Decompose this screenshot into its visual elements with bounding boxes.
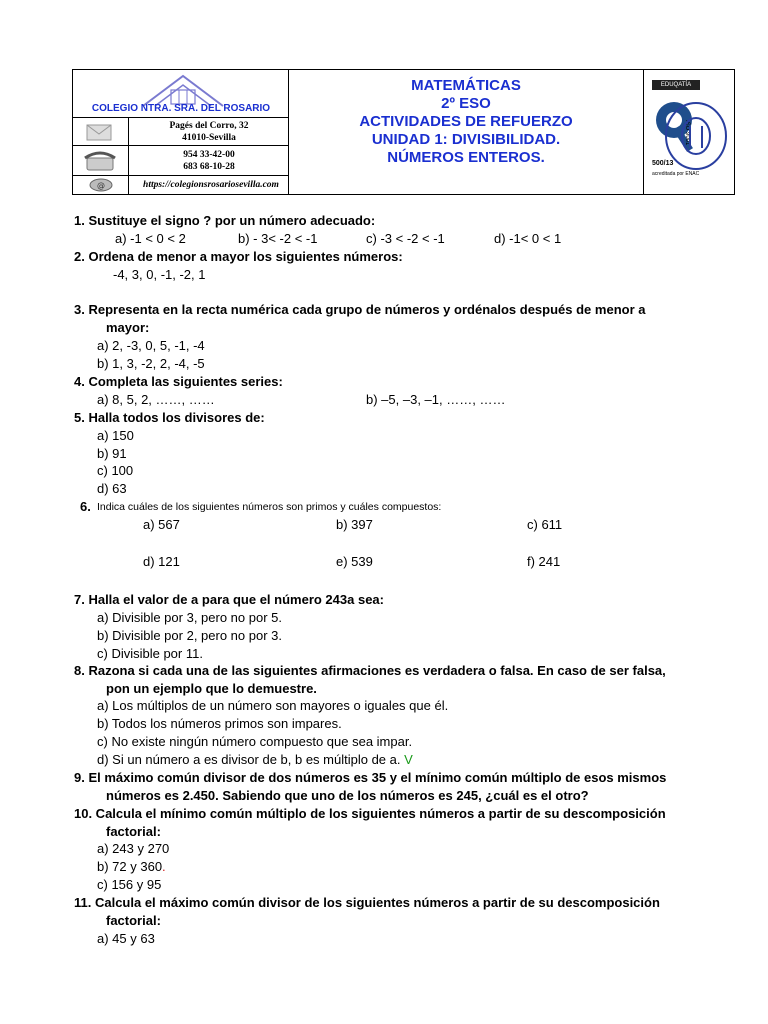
q6-item-d: d) 121 (143, 554, 180, 569)
q1-title: 1. Sustituye el signo ? por un número adecuado: (74, 213, 376, 228)
school-name: COLEGIO NTRA. SRA. DEL ROSARIO (91, 103, 271, 114)
q5-item-b: b) 91 (97, 446, 127, 461)
q3-item-b: b) 1, 3, -2, 2, -4, -5 (97, 356, 205, 371)
q1-option-c: c) -3 < -2 < -1 (366, 231, 445, 246)
q4-item-b: b) –5, –3, –1, ……, …… (366, 392, 506, 407)
q6-number: 6. (80, 499, 91, 514)
web-icon (73, 176, 129, 194)
q8-item-b: b) Todos los números primos son impares. (97, 716, 342, 731)
q8-item-a: a) Los múltiplos de un número son mayores o iguales que él. (97, 698, 449, 713)
q4-title: 4. Completa las siguientes series: (74, 374, 283, 389)
address-row (73, 118, 289, 146)
document-header (72, 69, 735, 195)
q5-title: 5. Halla todos los divisores de: (74, 410, 265, 425)
q8-mark-d: V (404, 752, 413, 767)
q9-title-cont: números es 2.450. Sabiendo que uno de los números es 245, ¿cuál es el otro? (106, 788, 589, 803)
q8-title: 8. Razona si cada una de las siguientes afirmaciones es verdadera o falsa. En caso de ser falsa, (74, 663, 666, 678)
website-row (73, 176, 289, 194)
phone2: 683 68-10-28 (183, 162, 235, 172)
q4-item-a: a) 8, 5, 2, ……, …… (97, 392, 215, 407)
q7-item-a: a) Divisible por 3, pero no por 5. (97, 610, 282, 625)
phone-icon (73, 146, 129, 175)
cert-number: 500/13 (652, 160, 674, 167)
phone-row (73, 146, 289, 176)
q10-item-c: c) 156 y 95 (97, 877, 162, 892)
q10-item-b-dot: . (162, 859, 166, 874)
q10-title-cont: factorial: (106, 824, 161, 839)
q11-title: 11. Calcula el máximo común divisor de los siguientes números a partir de su descomposición (74, 895, 660, 910)
title-topic: NÚMEROS ENTEROS. (387, 149, 545, 166)
q3-title: 3. Representa en la recta numérica cada grupo de números y ordénalos después de menor a (74, 302, 646, 317)
svg-text:@: @ (97, 181, 105, 190)
second-logo-icon (656, 96, 734, 176)
q8-title-cont: pon un ejemplo que lo demuestre. (106, 681, 317, 696)
q1-option-a: a) -1 < 0 < 2 (115, 231, 186, 246)
q1-option-d: d) -1< 0 < 1 (494, 231, 562, 246)
q8-item-d (97, 751, 413, 768)
q10-title: 10. Calcula el mínimo común múltiplo de los siguientes números a partir de su descomposición (74, 806, 666, 821)
q1-option-b: b) - 3< -2 < -1 (238, 231, 318, 246)
q2-title: 2. Ordena de menor a mayor los siguientes números: (74, 249, 403, 264)
title-block (289, 70, 644, 194)
q3-item-a: a) 2, -3, 0, 5, -1, -4 (97, 338, 205, 353)
q6-item-f: f) 241 (527, 554, 561, 569)
q6-item-c: c) 611 (527, 517, 563, 532)
cert-brand: EDUQATÍA (652, 80, 700, 90)
website[interactable]: https://colegionsrosariosevilla.com (143, 180, 279, 190)
school-info (73, 70, 289, 194)
address-line1: Pagés del Corro, 32 (169, 121, 249, 131)
q5-item-a: a) 150 (97, 428, 134, 443)
cert-iso: ISO 9001 (684, 120, 690, 146)
address-line2: 41010-Sevilla (182, 133, 236, 143)
q6-item-e: e) 539 (336, 554, 373, 569)
q8-item-d-text: d) Si un número a es divisor de b, b es múltiplo de a. (97, 752, 401, 767)
q5-item-c: c) 100 (97, 463, 134, 478)
title-activities: ACTIVIDADES DE REFUERZO (359, 113, 573, 130)
q2-numbers: -4, 3, 0, -1, -2, 1 (113, 267, 206, 282)
q7-item-c: c) Divisible por 11. (97, 646, 203, 661)
q5-item-d: d) 63 (97, 481, 127, 496)
school-logo (73, 70, 289, 118)
q3-title-cont: mayor: (106, 320, 150, 335)
cert-enac: acreditada por ENAC (652, 171, 700, 177)
title-unit: UNIDAD 1: DIVISIBILIDAD. (371, 131, 561, 148)
q9-title: 9. El máximo común divisor de dos números es 35 y el mínimo común múltiplo de esos mismos (74, 770, 667, 785)
q10-item-b (97, 858, 166, 875)
q11-title-cont: factorial: (106, 913, 161, 928)
q6-item-a: a) 567 (143, 517, 180, 532)
q7-title: 7. Halla el valor de a para que el número 243a sea: (74, 592, 384, 607)
q6-title: Indica cuáles de los siguientes números son primos y cuáles compuestos: (97, 501, 442, 513)
phone1: 954 33-42-00 (183, 150, 235, 160)
q10-item-a: a) 243 y 270 (97, 841, 170, 856)
q7-item-b: b) Divisible por 2, pero no por 3. (97, 628, 282, 643)
q6-item-b: b) 397 (336, 517, 373, 532)
mail-icon (73, 118, 129, 145)
title-subject: MATEMÁTICAS (411, 77, 521, 94)
q8-item-c: c) No existe ningún número compuesto que sea impar. (97, 734, 413, 749)
q11-item-a: a) 45 y 63 (97, 931, 155, 946)
title-grade: 2º ESO (441, 95, 491, 112)
q10-item-b-text: b) 72 y 360 (97, 859, 163, 874)
